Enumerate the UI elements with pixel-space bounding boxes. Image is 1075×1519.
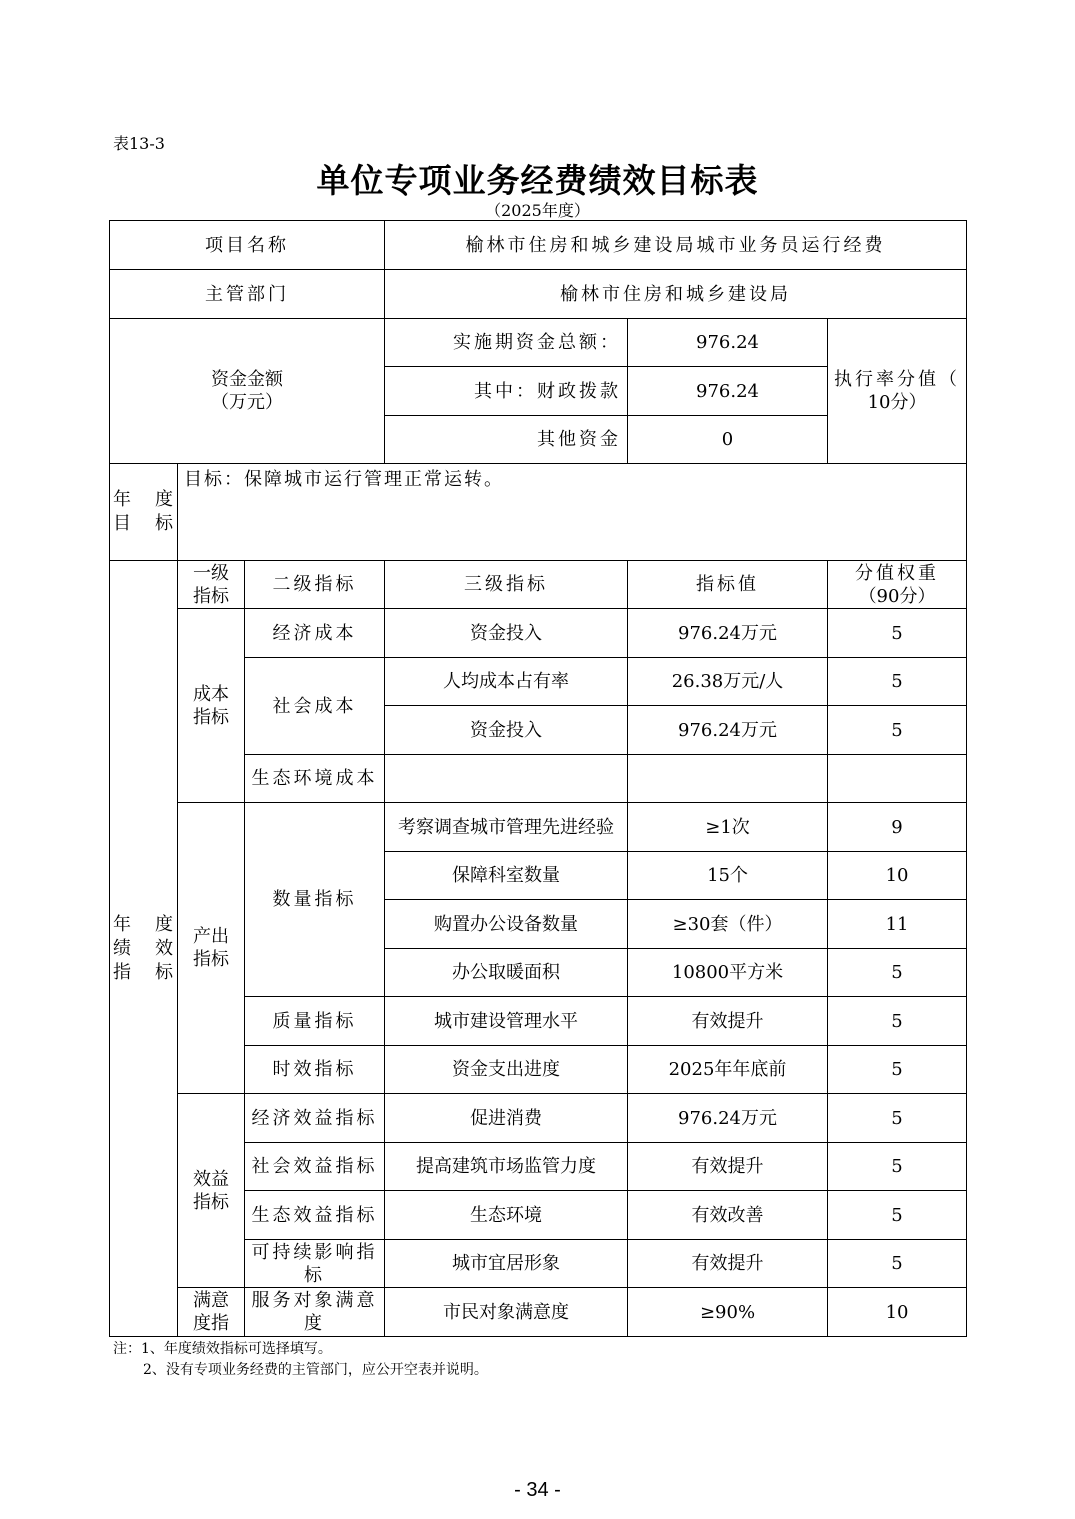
header-weight-line1: 分值权重	[855, 562, 940, 584]
value-cell: ≥90%	[628, 1288, 828, 1337]
year-subtitle: （2025年度）	[485, 201, 590, 220]
value-cell	[628, 755, 828, 803]
satisfaction-line2: 度指	[193, 1313, 229, 1334]
value-cell: 976.24万元	[628, 706, 828, 755]
cost-indicator-label	[178, 609, 245, 803]
weight-cell: 10	[828, 1288, 967, 1337]
performance-table	[109, 220, 967, 1337]
weight-cell: 5	[828, 1191, 967, 1240]
value-cell: 2025年年底前	[628, 1046, 828, 1094]
value-cell: 976.24万元	[628, 609, 828, 658]
level3-cell: 资金支出进度	[385, 1046, 628, 1094]
weight-cell: 5	[828, 609, 967, 658]
funds-fiscal-label: 其中：财政拨款	[385, 367, 628, 416]
quantity-indicator-label: 数量指标	[245, 803, 385, 997]
weight-cell: 5	[828, 1240, 967, 1288]
header-weight-line2: （90分）	[858, 585, 936, 607]
goal-char: 度	[155, 489, 173, 510]
weight-cell: 5	[828, 1094, 967, 1143]
funds-fiscal-value: 976.24	[628, 367, 828, 416]
department-label: 主管部门	[110, 270, 385, 319]
header-level3: 三级指标	[385, 561, 628, 609]
value-cell: 976.24万元	[628, 1094, 828, 1143]
level3-cell: 提高建筑市场监管力度	[385, 1143, 628, 1191]
timeliness-indicator-label: 时效指标	[245, 1046, 385, 1094]
cost-line2: 指标	[193, 706, 229, 728]
cost-line1: 成本	[193, 683, 229, 705]
table-row	[110, 609, 967, 658]
header-level1-line1: 一级	[193, 562, 229, 584]
table-row	[110, 1288, 967, 1337]
project-name-value: 榆林市住房和城乡建设局城市业务员运行经费	[385, 221, 967, 270]
indicator-char: 效	[155, 937, 173, 959]
level2-cell: 生态效益指标	[245, 1191, 385, 1240]
funds-label	[110, 319, 385, 464]
header-value: 指标值	[628, 561, 828, 609]
funds-label-line2: （万元）	[211, 392, 283, 413]
level3-cell: 考察调查城市管理先进经验	[385, 803, 628, 852]
funds-total-row	[110, 319, 967, 367]
weight-cell: 5	[828, 997, 967, 1046]
level3-cell: 市民对象满意度	[385, 1288, 628, 1337]
level3-cell: 促进消费	[385, 1094, 628, 1143]
weight-cell: 10	[828, 852, 967, 900]
indicator-header-row	[110, 561, 967, 609]
level2-cell: 可持续影响指标	[245, 1240, 385, 1288]
project-name-label: 项目名称	[110, 221, 385, 270]
department-row	[110, 270, 967, 319]
level3-cell: 办公取暖面积	[385, 949, 628, 997]
indicators-label	[110, 561, 178, 1337]
indicator-char: 标	[155, 961, 173, 983]
value-cell: 有效提升	[628, 1240, 828, 1288]
level3-cell: 人均成本占有率	[385, 658, 628, 706]
benefit-indicator-label	[178, 1094, 245, 1288]
ecological-cost-label: 生态环境成本	[245, 755, 385, 803]
footnote	[113, 1339, 488, 1381]
weight-cell: 5	[828, 1143, 967, 1191]
footnote-line2: 2、没有专项业务经费的主管部门，应公开空表并说明。	[143, 1362, 488, 1378]
level2-cell: 服务对象满意度	[245, 1288, 385, 1337]
funds-total-value: 976.24	[628, 319, 828, 367]
header-level2: 二级指标	[245, 561, 385, 609]
weight-cell: 5	[828, 1046, 967, 1094]
level3-cell: 保障科室数量	[385, 852, 628, 900]
benefit-line2: 指标	[193, 1191, 229, 1213]
indicator-char: 绩	[113, 937, 131, 959]
page-title: 单位专项业务经费绩效目标表	[316, 161, 759, 200]
funds-label-line1: 资金金额	[211, 369, 283, 390]
indicator-char: 指	[113, 961, 131, 983]
weight-cell: 5	[828, 706, 967, 755]
annual-goal-row	[110, 464, 967, 561]
level3-cell: 资金投入	[385, 609, 628, 658]
goal-char: 目	[113, 513, 131, 534]
goal-char: 年	[113, 489, 131, 510]
value-cell: 10800平方米	[628, 949, 828, 997]
project-name-row	[110, 221, 967, 270]
level3-cell: 生态环境	[385, 1191, 628, 1240]
weight-cell: 5	[828, 658, 967, 706]
social-cost-label: 社会成本	[245, 658, 385, 755]
header-weight	[828, 561, 967, 609]
value-cell: 15个	[628, 852, 828, 900]
economic-cost-label: 经济成本	[245, 609, 385, 658]
weight-cell	[828, 755, 967, 803]
page-number: - 34 -	[514, 1479, 561, 1501]
funds-other-label: 其他资金	[385, 416, 628, 464]
level3-cell: 城市建设管理水平	[385, 997, 628, 1046]
table-row	[110, 803, 967, 852]
level3-cell	[385, 755, 628, 803]
footnote-line1: 注：1、年度绩效指标可选择填写。	[113, 1341, 332, 1357]
output-line2: 指标	[193, 949, 229, 970]
satisfaction-indicator-label	[178, 1288, 245, 1337]
weight-cell: 11	[828, 900, 967, 949]
quality-indicator-label: 质量指标	[245, 997, 385, 1046]
annual-goal-text: 目标：保障城市运行管理正常运转。	[178, 464, 967, 561]
value-cell: 有效改善	[628, 1191, 828, 1240]
value-cell: 26.38万元/人	[628, 658, 828, 706]
annual-goal-label	[110, 464, 178, 561]
indicator-char: 度	[155, 913, 173, 935]
level3-cell: 城市宜居形象	[385, 1240, 628, 1288]
header-level1	[178, 561, 245, 609]
execution-rate-line2: 10分）	[867, 392, 927, 413]
funds-total-label: 实施期资金总额：	[385, 319, 628, 367]
execution-rate-cell	[828, 319, 967, 464]
department-value: 榆林市住房和城乡建设局	[385, 270, 967, 319]
value-cell: ≥1次	[628, 803, 828, 852]
table-number: 表13-3	[113, 134, 165, 153]
table-row	[110, 1094, 967, 1143]
output-indicator-label	[178, 803, 245, 1094]
satisfaction-line1: 满意	[193, 1290, 229, 1311]
level2-cell: 社会效益指标	[245, 1143, 385, 1191]
weight-cell: 5	[828, 949, 967, 997]
level2-cell: 经济效益指标	[245, 1094, 385, 1143]
weight-cell: 9	[828, 803, 967, 852]
goal-char: 标	[155, 513, 173, 534]
execution-rate-line1: 执行率分值（	[834, 369, 961, 390]
funds-other-value: 0	[628, 416, 828, 464]
value-cell: ≥30套（件）	[628, 900, 828, 949]
value-cell: 有效提升	[628, 997, 828, 1046]
benefit-line1: 效益	[193, 1168, 229, 1190]
value-cell: 有效提升	[628, 1143, 828, 1191]
level3-cell: 资金投入	[385, 706, 628, 755]
output-line1: 产出	[193, 926, 229, 947]
indicator-char: 年	[113, 913, 131, 935]
header-level1-line2: 指标	[193, 585, 229, 607]
level3-cell: 购置办公设备数量	[385, 900, 628, 949]
